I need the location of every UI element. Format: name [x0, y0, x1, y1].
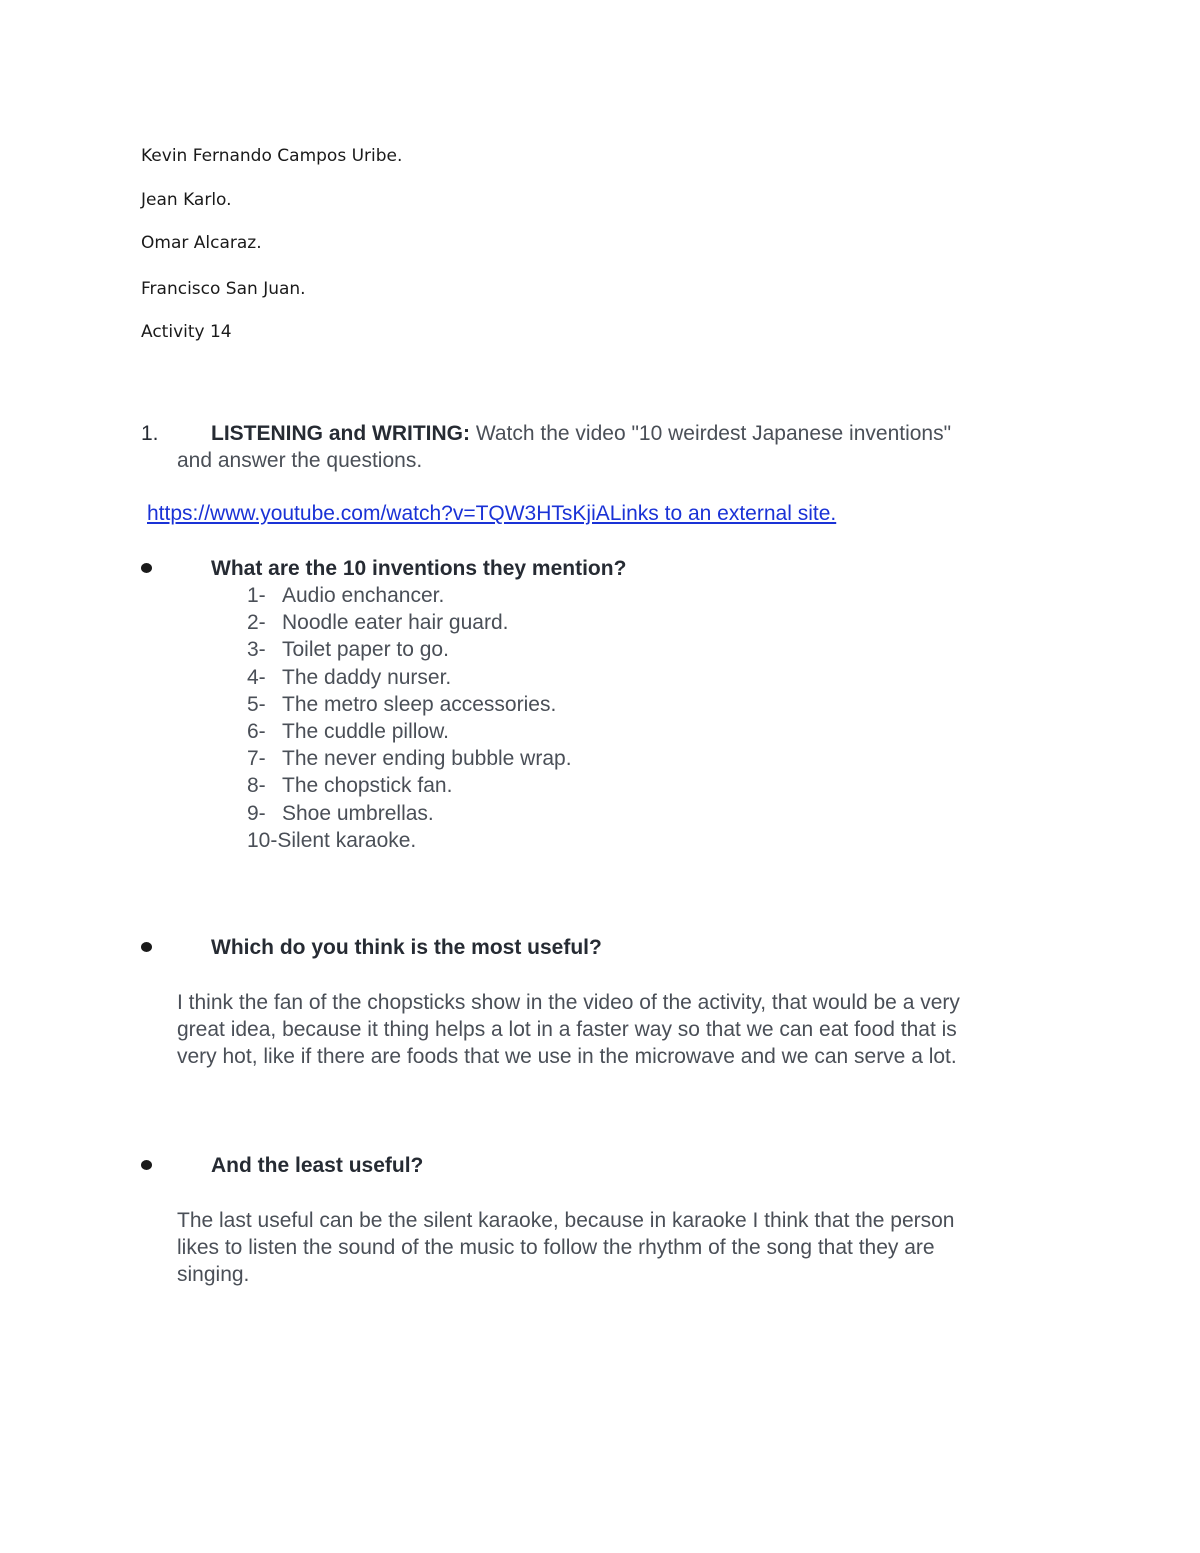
- task-number: 1.: [141, 422, 159, 445]
- list-item: 5- The metro sleep accessories.: [247, 692, 557, 716]
- list-item: 3- Toilet paper to go.: [247, 638, 449, 662]
- bullet-icon: [141, 1160, 152, 1170]
- student-name-4: Francisco San Juan.: [141, 279, 306, 299]
- list-item: 2- Noodle eater hair guard.: [247, 611, 509, 635]
- bullet-icon: [141, 563, 152, 573]
- bullet-icon: [141, 942, 152, 952]
- task-instruction-line1: [211, 420, 951, 447]
- question-1: What are the 10 inventions they mention?: [211, 557, 627, 580]
- inventions-list: [247, 582, 572, 854]
- student-name-2: Jean Karlo.: [141, 190, 232, 210]
- question-3: And the least useful?: [211, 1154, 424, 1177]
- student-name-3: Omar Alcaraz.: [141, 233, 262, 253]
- task-instruction-line2: and answer the questions.: [177, 449, 423, 472]
- list-item: 6- The cuddle pillow.: [247, 720, 449, 744]
- answer-3: The last useful can be the silent karaoke, because in karaoke I think that the person likes to listen the sound of the music to follow the rhythm of the song that they are singing.: [177, 1209, 955, 1286]
- task-instruction-text: Watch the video "10 weirdest Japanese inventions": [469, 422, 952, 445]
- answer-2: I think the fan of the chopsticks show in the video of the activity, that would be a very great idea, because it thing helps a lot in a faster way so that we can eat food that is very hot, like if there are foods that we use in the microwave and we can serve a lot.: [177, 991, 960, 1068]
- list-item: 10-Silent karaoke.: [247, 828, 417, 852]
- question-2: Which do you think is the most useful?: [211, 936, 602, 959]
- list-item: 7- The never ending bubble wrap.: [247, 747, 572, 771]
- activity-title: Activity 14: [141, 322, 232, 342]
- task-label: LISTENING and WRITING:: [211, 422, 470, 445]
- list-item: 4- The daddy nurser.: [247, 665, 452, 689]
- list-item: 8- The chopstick fan.: [247, 774, 453, 798]
- list-item: 9- Shoe umbrellas.: [247, 801, 434, 825]
- student-name-1: Kevin Fernando Campos Uribe.: [141, 146, 403, 166]
- video-link[interactable]: https://www.youtube.com/watch?v=TQW3HTsKjiALinks to an external site.: [147, 502, 837, 525]
- list-item: 1- Audio enchancer.: [247, 584, 445, 607]
